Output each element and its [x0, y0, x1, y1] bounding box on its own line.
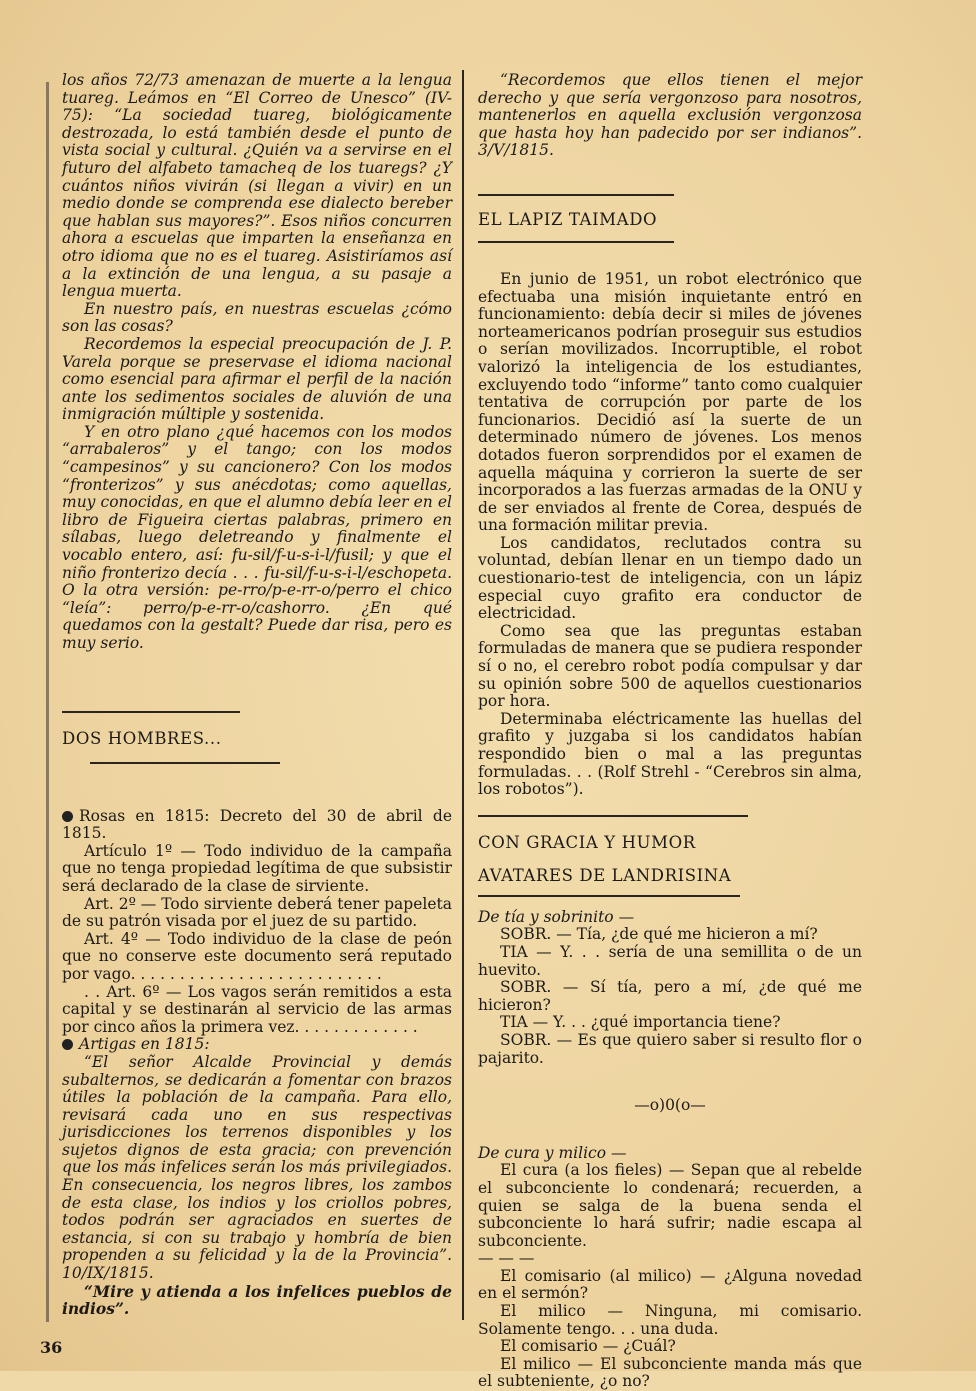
section-title-humor: CON GRACIA Y HUMOR	[478, 832, 696, 852]
paragraph-art4: Art. 4º — Todo individuo de la clase de peón que no conserve este documento será reputado por vago. . . . . . . . . . . . . . . . . . . . . . . . . .	[62, 929, 452, 983]
paragraph-robot: En junio de 1951, un robot electrónico que efectuaba una misión inquietante entró en funcionamiento: debía decir si miles de jóvenes norteamericanos podrían proseguir sus estudios o serían movilizados. Incorruptible, el robot valorizó la inteligencia de los estudiantes, excluyendo todo “informe” tanto como cualquier tentativa de corrupción por parte de los funcionarios. Decidió así la suerte de un determinado número de jóvenes. Los menos dotados fueron sorprendidos por el examen de aquella máquina y corrieron la suerte de ser incorporados a las fuerzas armadas de la ONU y de ser enviados al frente de Corea, después de una formación militar previa.	[478, 269, 862, 535]
dialogue-line: El milico — Ninguna, mi comisario. Solamente tengo. . . una duda.	[478, 1302, 862, 1338]
margin-mark	[46, 82, 49, 1322]
paragraph-tuareg: los años 72/73 amenazan de muerte a la lengua tuareg. Leámos en “El Correo de Unesco” (IV-75): “La sociedad tuareg, biológicamente destrozada, lo está también desde el punto de vista social y cultural. ¿Quién va a servirse en el futuro del alfabeto tamacheq de los tuaregs? ¿Y cuántos niños vivirán (si llegan a vivir) en un medio donde se comprenda ese dialecto bereber que hablan sus mayores?”. Esos niños concurren ahora a escuelas que imparten la enseñanza en otro idioma que no es el tuareg. Asistiríamos así a la extinción de una lengua, a su pasaje a lengua muerta.	[62, 71, 452, 301]
paragraph-art1: Artículo 1º — Todo individuo de la campaña que no tenga propiedad legítima de que subsistir será declarado de la clase de sirviente.	[62, 841, 452, 895]
paragraph-candidatos: Los candidatos, reclutados contra su voluntad, debían llenar en un tiempo dado un cuestionario-test de inteligencia, con un lápiz especial cuyo grafito era conductor de electricidad.	[478, 533, 862, 623]
paragraph-artigas-text: “El señor Alcalde Provincial y demás subalternos, se dedicarán a fomentar con brazos útiles la población de la campaña. Para ello, revisará cada uno en sus respectivas jurisdicciones los terrenos disponibles y los sujetos dignos de esta gracia; con prevención que los más infelices serán los más privilegiados. En consecuencia, los negros libres, los zambos de esta clase, los indios y los criollos pobres, todos podrán ser agraciados en suertes de estancia, si con su trabajo y hombría de bien propenden a su felicidad y la de la Provincia”. 10/IX/1815.	[62, 1052, 452, 1283]
dialogue-line: El comisario — ¿Cuál?	[500, 1337, 676, 1356]
separator: —o)0(o—	[634, 1096, 706, 1115]
dialogue-line: El milico — El subconciente manda más que el subteniente, ¿o no?	[478, 1354, 862, 1391]
dialogue-separator: — — —	[478, 1249, 535, 1268]
paragraph-rosas: Rosas en 1815: Decreto del 30 de abril de 1815.	[62, 806, 452, 843]
section-subtitle-landrisina: AVATARES DE LANDRISINA	[478, 865, 732, 885]
page-number: 36	[40, 1338, 63, 1357]
dialogue-heading-cura: De cura y milico —	[478, 1143, 627, 1162]
section-title-dos-hombres: DOS HOMBRES...	[62, 728, 222, 748]
paragraph-varela: Recordemos la especial preocupación de J. P. Varela porque se preservase el idioma nacional como esencial para afirmar el perfil de la nación ante los sedimentos sociales de aluvión de una inmigración múltiple y sostenida.	[62, 334, 452, 424]
column-divider	[462, 70, 464, 1320]
paragraph-nuestro-pais: En nuestro país, en nuestras escuelas ¿cómo son las cosas?	[62, 299, 452, 336]
left-column	[62, 72, 452, 1318]
paragraph-artigas-head: Artigas en 1815:	[62, 1036, 452, 1054]
right-column	[478, 72, 862, 1391]
dialogue-heading-tia: De tía y sobrinito —	[478, 907, 635, 926]
dialogue-line: SOBR. — Es que quiero saber si resulto flor o pajarito.	[478, 1030, 862, 1067]
bullet-icon	[62, 1039, 73, 1050]
dialogue-line: TIA — Y. . . ¿qué importancia tiene?	[500, 1013, 781, 1032]
section-title-lapiz: EL LAPIZ TAIMADO	[478, 209, 658, 229]
paragraph-art6: . . Art. 6º — Los vagos serán remitidos a esta capital y se destinarán al servicio de las armas por cinco años la primera vez. . . . . . . . . . . . .	[62, 982, 452, 1036]
dialogue-line: TIA — Y. . . sería de una semillita o de un huevito.	[478, 942, 862, 979]
dialogue-line: SOBR. — Sí tía, pero a mí, ¿de qué me hicieron?	[478, 978, 862, 1014]
dialogue-line: SOBR. — Tía, ¿de qué me hicieron a mí?	[500, 925, 818, 944]
paragraph-grafito: Determinaba eléctricamente las huellas del grafito y juzgaba si los candidatos habían respondido bien o mal a las preguntas formuladas. . . (Rolf Strehl - “Cerebros sin alma, los robotos”).	[478, 709, 862, 799]
paragraph-art2: Art. 2º — Todo sirviente deberá tener papeleta de su patrón visada por el juez de su partido.	[62, 894, 452, 931]
paragraph-quote-indianos: “Recordemos que ellos tienen el mejor derecho y que sería vergonzoso para nosotros, mantenerlos en aquella exclusión vergonzosa que hasta hoy han padecido por ser indianos”. 3/V/1815.	[478, 71, 862, 160]
dialogue-line: El comisario (al milico) — ¿Alguna novedad en el sermón?	[478, 1266, 862, 1303]
paragraph-artigas-quote: “Mire y atienda a los infelices pueblos de indios”.	[62, 1281, 452, 1319]
dialogue-line: El cura (a los fieles) — Sepan que al rebelde el subconciente lo condenará; recuerden, a quien se salga de la buena senda el subconciente lo hará sufrir; nadie escapa al subconciente.	[478, 1161, 862, 1250]
paragraph-modos: Y en otro plano ¿qué hacemos con los modos “arrabaleros” y el tango; con los modos “campesinos” y su cancionero? Con los modos “fronterizos” y sus anécdotas; como aquellas, muy conocidas, en que el alumno debía leer en el libro de Figueira ciertas palabras, primero en sílabas, luego deletreando y finalmente el vocablo entero, así: fu-sil/f-u-s-i-l/fusil; y que el niño fronterizo decía . . . fu-sil/f-u-s-i-l/eschopeta. O la otra versión: pe-rro/p-e-rr-o/perro el chico “leía”: perro/p-e-rr-o/cashorro. ¿En qué quedamos con la gestalt? Puede dar risa, pero es muy serio.	[62, 422, 452, 652]
paragraph-preguntas: Como sea que las preguntas estaban formuladas de manera que se pudiera responder sí o no, el cerebro robot podía compulsar y dar su opinión sobre 500 de aquellos cuestionarios por hora.	[478, 621, 862, 711]
bullet-icon	[62, 811, 73, 822]
